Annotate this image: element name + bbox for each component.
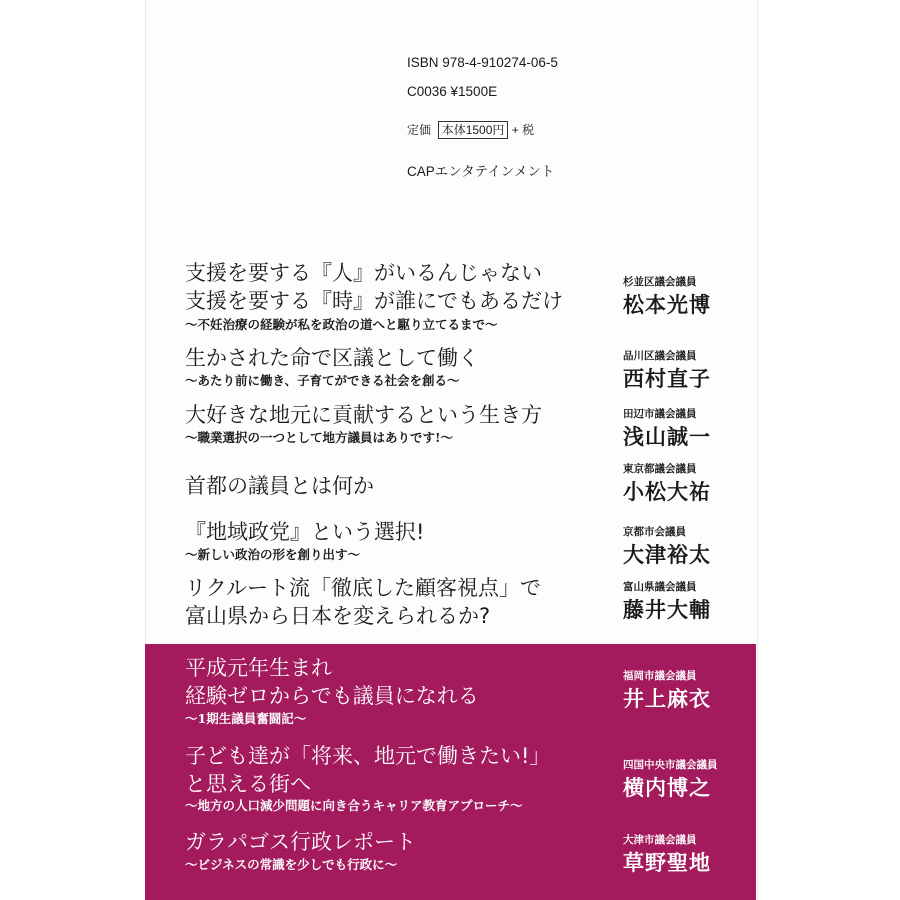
price-tax: + 税	[511, 123, 535, 137]
author-name: 松本光博	[623, 292, 711, 317]
entry-title: 大好きな地元に貢献するという生き方	[185, 403, 542, 427]
c-code: C0036 ¥1500E	[407, 84, 498, 99]
entry-title: 子ども達が「将来、地元で働きたい!」	[185, 744, 551, 768]
publisher: CAPエンタテインメント	[407, 164, 555, 179]
author-name: 浅山誠一	[623, 424, 711, 449]
author-name: 藤井大輔	[623, 597, 711, 622]
isbn: ISBN 978-4-910274-06-5	[407, 55, 558, 70]
entry-subtitle: 〜あたり前に働き、子育てができる社会を創る〜	[185, 373, 460, 388]
price-line	[407, 121, 534, 139]
author-name: 井上麻衣	[623, 686, 711, 711]
entry-subtitle: 〜1期生議員奮闘記〜	[185, 711, 307, 726]
entry-subtitle: 〜地方の人口減少問題に向き合うキャリア教育アプローチ〜	[185, 798, 523, 813]
entry-subtitle: 〜新しい政治の形を創り出す〜	[185, 547, 361, 562]
author-role: 四国中央市議会議員	[623, 759, 718, 771]
entry-title: 『地域政党』という選択!	[185, 520, 425, 544]
entry-title: 平成元年生まれ	[185, 656, 332, 680]
entry-title: リクルート流「徹底した顧客視点」で	[185, 576, 541, 600]
price-label: 定価	[407, 123, 432, 137]
entry-title: 生かされた命で区議として働く	[185, 346, 479, 370]
entry-subtitle: 〜職業選択の一つとして地方議員はありです!〜	[185, 430, 453, 445]
entry-title: 富山県から日本を変えられるか?	[185, 604, 491, 628]
entry-subtitle: 〜不妊治療の経験が私を政治の道へと駆り立てるまで〜	[185, 317, 498, 332]
entry-title: 支援を要する『時』が誰にでもあるだけ	[185, 289, 563, 313]
entry-title: 首都の議員とは何か	[185, 474, 374, 498]
author-name: 大津裕太	[623, 542, 711, 567]
entry-subtitle: 〜ビジネスの常識を少しでも行政に〜	[185, 857, 398, 872]
author-name: 草野聖地	[623, 850, 711, 875]
entry-title: と思える街へ	[185, 772, 311, 796]
author-role: 大津市議会議員	[623, 834, 697, 846]
price-box: 本体1500円	[438, 121, 509, 139]
author-name: 小松大祐	[623, 479, 711, 504]
entry-title: ガラパゴス行政レポート	[185, 830, 416, 854]
author-role: 福岡市議会議員	[623, 670, 697, 682]
author-role: 品川区議会議員	[623, 350, 697, 362]
author-name: 西村直子	[623, 366, 711, 391]
author-name: 横内博之	[623, 775, 711, 800]
author-role: 富山県議会議員	[623, 581, 697, 593]
author-role: 京都市会議員	[623, 526, 686, 538]
author-role: 杉並区議会議員	[623, 276, 697, 288]
entry-title: 経験ゼロからでも議員になれる	[185, 684, 479, 708]
author-role: 田辺市議会議員	[623, 408, 697, 420]
author-role: 東京都議会議員	[623, 463, 697, 475]
entry-title: 支援を要する『人』がいるんじゃない	[185, 261, 542, 285]
